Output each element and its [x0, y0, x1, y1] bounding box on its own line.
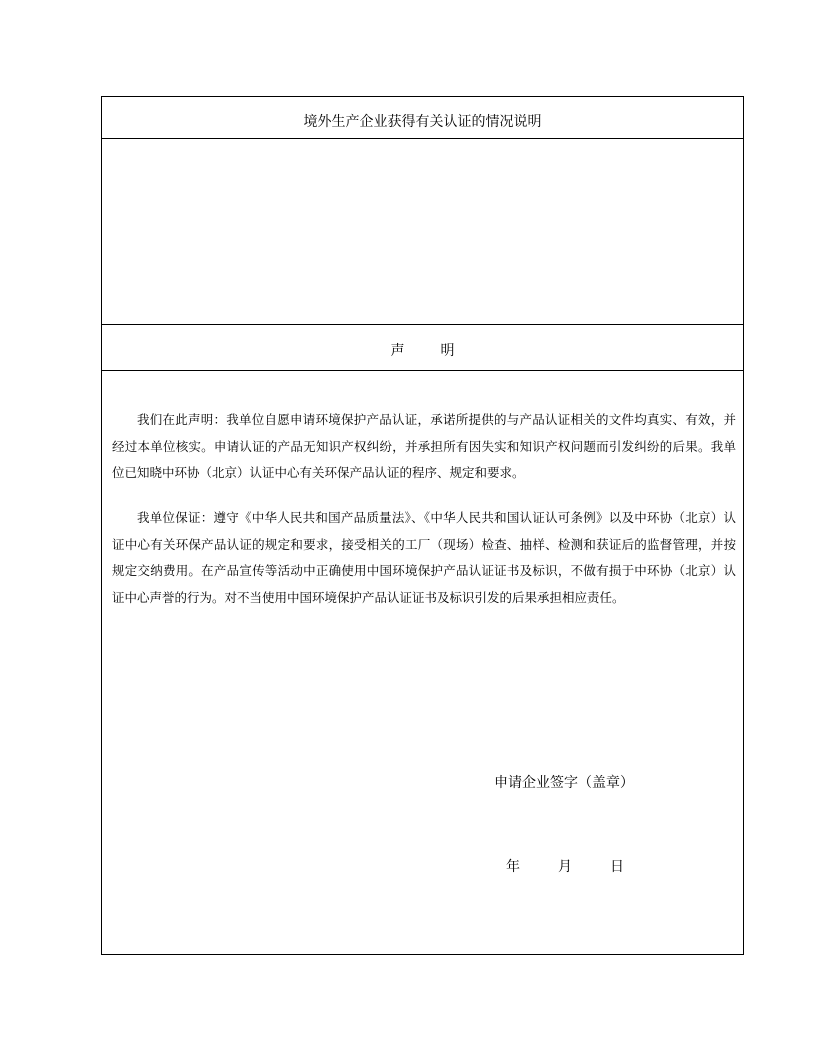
- declaration-form: [101, 96, 744, 955]
- statement-paragraph-2: 我单位保证：遵守《中华人民共和国产品质量法》、《中华人民共和国认证认可条例》以及中环协（北京）认证中心有关环保产品认证的规定和要求，接受相关的工厂（现场）检查、抽样、检测和获证后的监督管理，并按规定交纳费用。在产品宣传等活动中正确使用中国环境保护产品认证证书及标识，不做有损于中环协（北京）认证中心声誉的行为。对不当使用中国环境保护产品认证证书及标识引发的后果承担相应责任。: [112, 510, 736, 605]
- statement-paragraph-1: 我们在此声明：我单位自愿申请环境保护产品认证，承诺所提供的与产品认证相关的文件均真实、有效，并经过本单位核实。申请认证的产品无知识产权纠纷，并承担所有因失实和知识产权问题而引发纠纷的后果。我单位已知晓中环协（北京）认证中心有关环保产品认证的程序、规定和要求。: [112, 412, 736, 480]
- date-day-label: 日: [610, 859, 624, 875]
- overseas-certification-title: 境外生产企业获得有关认证的情况说明: [303, 114, 542, 130]
- statement-title-char: 明: [440, 343, 455, 359]
- statement-title: [102, 341, 743, 361]
- certification-description-area[interactable]: [102, 139, 743, 324]
- signature-label: 申请企业签字（盖章）: [494, 775, 634, 791]
- date-month-label: 月: [558, 859, 572, 875]
- date-line: [506, 857, 624, 877]
- row-divider: [102, 370, 743, 371]
- statement-title-char: 声: [390, 343, 405, 359]
- row-divider: [102, 324, 743, 325]
- date-year-label: 年: [506, 859, 520, 875]
